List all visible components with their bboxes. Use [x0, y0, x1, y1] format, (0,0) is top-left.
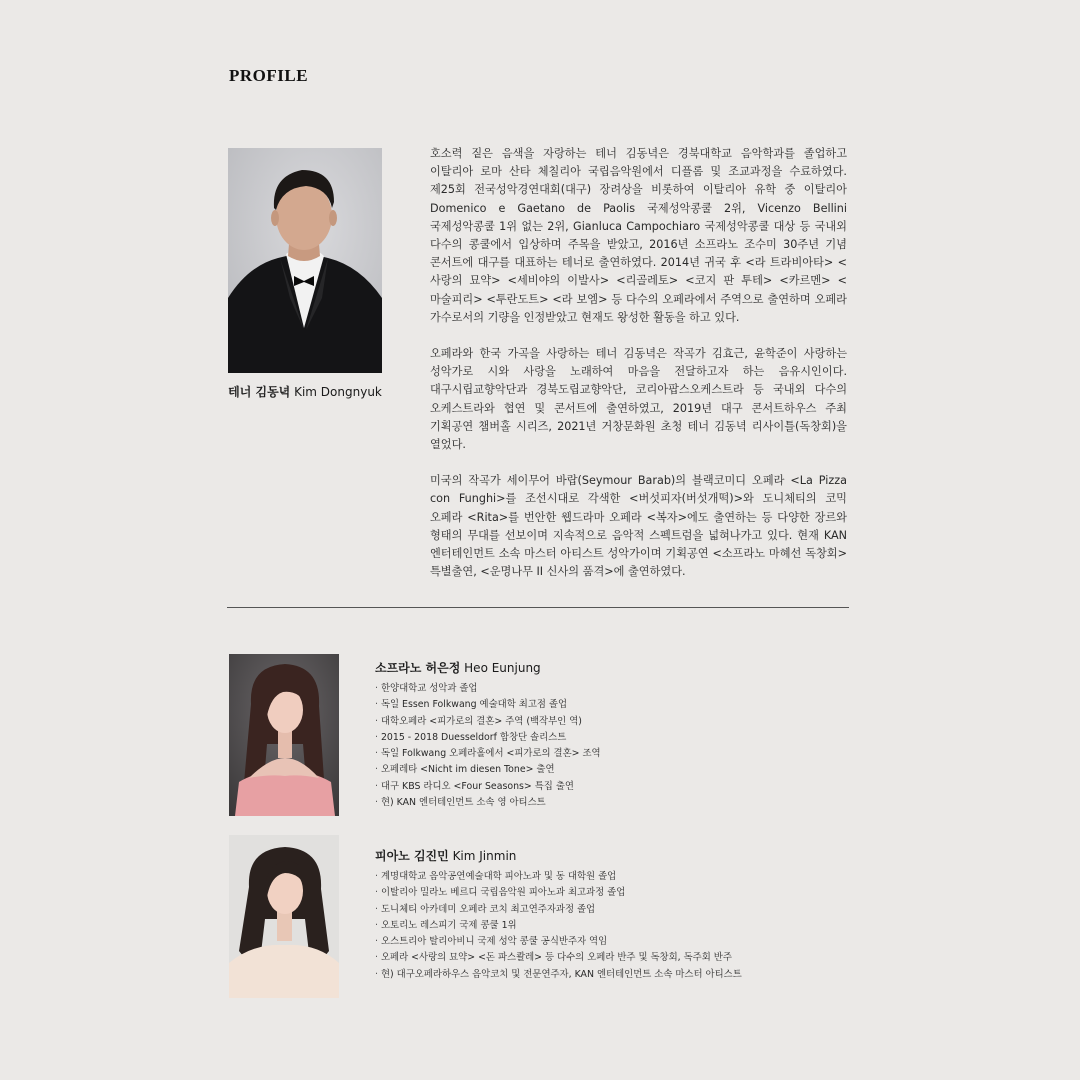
list-item: · 대구 KBS 라디오 <Four Seasons> 특집 출연 — [375, 779, 845, 795]
artist-name-english: Kim Jinmin — [452, 849, 517, 863]
list-item: · 현) KAN 엔터테인먼트 소속 영 아티스트 — [375, 795, 845, 811]
section-divider — [227, 607, 849, 608]
list-item: · 독일 Folkwang 오페라홀에서 <피가로의 결혼> 조역 — [375, 746, 845, 762]
bio-paragraph-1: 호소력 짙은 음색을 자랑하는 테너 김동녁은 경북대학교 음악학과를 졸업하고 이탈리아 로마 산타 체칠리아 국립음악원에서 디플롬 및 조교과정을 수료하였다. 제25회 전국성악경연대회(대구) 장려상을 비롯하여 이탈리아 유학 중 이탈리아 Domenico e Gaetano de Paolis 국제성악콩쿨 2위, Vicenzo Bellini 국제성악콩쿨 1위 없는 2위, Gianluca Campochiaro 국제성악콩쿨 대상 등 국내외 다수의 콩쿨에서 입상하며 주목을 받았고, 2016년 소프라노 조수미 30주년 기념 콘서트에 대구를 대표하는 테너로 출연하였다. 2014년 귀국 후 <라 트라비아타> <사랑의 묘약> <세비야의 이발사> <리골레토> <코지 판 투테> <카르멘> <마술피리> <투란도트> <라 보엠> 등 다수의 오페라에서 주역으로 출연하며 오페라 가수로서의 기량을 인정받았고 현재도 왕성한 활동을 하고 있다. — [430, 147, 847, 324]
artist-name-english: Heo Eunjung — [464, 661, 541, 675]
list-item: · 한양대학교 성악과 졸업 — [375, 681, 845, 697]
artist-name — [375, 847, 845, 864]
artist-name-korean: 소프라노 허은정 — [375, 661, 461, 675]
tenor-biography — [430, 145, 847, 599]
artist-name — [375, 659, 845, 676]
pianist-portrait-photo — [229, 835, 339, 998]
artist-credentials-list — [375, 681, 845, 811]
bio-paragraph-2: 오페라와 한국 가곡을 사랑하는 테너 김동녁은 작곡가 김효근, 윤학준이 사랑하는 성악가로 시와 사랑을 노래하여 마음을 전달하고자 하는 음유시인이다. 대구시립교향악단과 경북도립교향악단, 코리아팝스오케스트라 등 국내외 다수의 오케스트라와 협연 및 콘서트에 출연하였고, 2019년 대구 콘서트하우스 주최 기획공연 챔버홀 시리즈, 2021년 거창문화원 초청 테너 김동녁 리사이틀(독창회)을 열었다. — [430, 347, 847, 452]
artist-pianist — [375, 847, 845, 983]
list-item: · 현) 대구오페라하우스 음악코치 및 전문연주자, KAN 엔터테인먼트 소속 마스터 아티스트 — [375, 967, 845, 983]
list-item: · 이탈리아 밀라노 베르디 국립음악원 피아노과 최고과정 졸업 — [375, 885, 845, 901]
list-item: · 도니체티 아카데미 오페라 코치 최고연주자과정 졸업 — [375, 902, 845, 918]
list-item: · 오페라 <사랑의 묘약> <돈 파스콸레> 등 다수의 오페라 반주 및 독창회, 독주회 반주 — [375, 950, 845, 966]
list-item: · 오페레타 <Nicht im diesen Tone> 출연 — [375, 762, 845, 778]
list-item: · 대학오페라 <피가로의 결혼> 주역 (백작부인 역) — [375, 714, 845, 730]
soprano-portrait-photo — [229, 654, 339, 816]
list-item: · 계명대학교 음악공연예술대학 피아노과 및 동 대학원 졸업 — [375, 869, 845, 885]
artist-credentials-list — [375, 869, 845, 983]
tenor-portrait-photo — [228, 148, 382, 373]
list-item: · 오스트리아 탈리아비니 국제 성악 콩쿨 공식반주자 역임 — [375, 934, 845, 950]
artist-name-korean: 피아노 김진민 — [375, 849, 449, 863]
bio-paragraph-3: 미국의 작곡가 세이무어 바랍(Seymour Barab)의 블랙코미디 오페라 <La Pizza con Funghi>를 조선시대로 각색한 <버섯피자(버섯개떡)>와 도니체티의 코믹 오페라 <Rita>를 번안한 웹드라마 오페라 <복자>에도 출연하는 등 다양한 장르와 형태의 무대를 선보이며 지속적으로 음악적 스펙트럼을 넓혀나가고 있다. 현재 KAN 엔터테인먼트 소속 마스터 아티스트 성악가이며 기획공연 <소프라노 마혜선 독창회> 특별출연, <운명나무 II 신사의 품격>에 출연하였다. — [430, 474, 847, 579]
tenor-caption — [228, 383, 382, 400]
artist-soprano — [375, 659, 845, 811]
page-title: PROFILE — [229, 66, 309, 85]
list-item: · 2015 - 2018 Duesseldorf 합창단 솔리스트 — [375, 730, 845, 746]
tenor-name-english: Kim Dongnyuk — [294, 385, 382, 399]
list-item: · 독일 Essen Folkwang 예술대학 최고점 졸업 — [375, 697, 845, 713]
list-item: · 오토리노 레스피기 국제 콩쿨 1위 — [375, 918, 845, 934]
tenor-name-korean: 테너 김동녁 — [228, 385, 291, 399]
